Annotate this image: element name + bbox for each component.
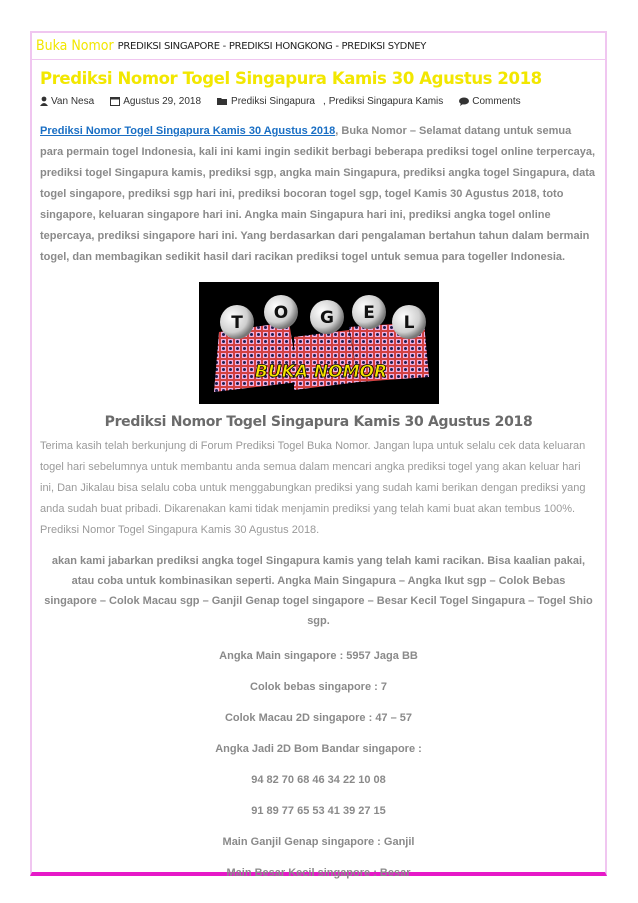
banner-caption: BUKA NOMOR [254, 362, 387, 382]
prediction-line-ganjil-genap: Main Ganjil Genap singapore : Ganjil [222, 836, 415, 848]
site-brand-link[interactable]: Buka Nomor [36, 38, 114, 54]
author-name[interactable]: Van Nesa [51, 95, 95, 107]
category-separator: , [322, 95, 326, 107]
post-meta [40, 93, 597, 109]
prediction-line-besar-kecil: Main Besar Kecil singapore : Besar [226, 867, 411, 879]
prediction-line-angka-jadi: Angka Jadi 2D Bom Bandar singapore : [215, 743, 422, 755]
prediction-list [40, 650, 597, 879]
intro-paragraph [40, 121, 597, 268]
post-date: Agustus 29, 2018 [123, 95, 202, 107]
banner-letter-3: G [319, 308, 334, 328]
top-bar [32, 33, 605, 60]
banner-graphic [199, 282, 439, 404]
banner-letter-2: O [273, 303, 288, 323]
prediction-line-colok-bebas: Colok bebas singapore : 7 [250, 681, 387, 693]
prediction-line-numbers-2: 91 89 77 65 53 41 39 27 15 [251, 805, 386, 817]
category-link-2[interactable]: Prediksi Singapura Kamis [328, 95, 444, 107]
banner-letter-1: T [230, 313, 243, 333]
category-link-1[interactable]: Prediksi Singapura [231, 95, 315, 107]
meta-categories [217, 96, 451, 107]
comment-icon [459, 97, 469, 106]
bold-paragraph: akan kami jabarkan prediksi angka togel Singapura kamis yang telah kami racikan. Bisa kaalian pakai, atau coba untuk kombinasikan seperti. Angka Main Singapura – Angka Ikut sgp – Colok Bebas singapore – Colok Macau sgp – Ganjil Genap togel singapore – Besar Kecil Togel Singapura – Togel Shio sgp. [44, 555, 593, 627]
banner-letter-5: L [403, 313, 414, 333]
banner-letter-4: E [362, 303, 375, 323]
folder-icon [217, 97, 228, 106]
meta-date [110, 96, 209, 107]
image-wrapper [40, 282, 597, 404]
user-icon [40, 96, 48, 106]
comments-link[interactable]: Comments [472, 95, 521, 107]
prediction-line-colok-macau: Colok Macau 2D singapore : 47 – 57 [224, 712, 413, 724]
nav-menu[interactable]: PREDIKSI SINGAPORE - PREDIKSI HONGKONG - PREDIKSI SYDNEY [117, 40, 427, 52]
meta-author[interactable] [40, 96, 102, 107]
post-title[interactable]: Prediksi Nomor Togel Singapura Kamis 30 Agustus 2018 [40, 69, 542, 88]
section-heading: Prediksi Nomor Togel Singapura Kamis 30 Agustus 2018 [104, 414, 533, 430]
prediction-line-angka-main: Angka Main singapore : 5957 Jaga BB [219, 650, 418, 662]
prediction-line-numbers-1: 94 82 70 68 46 34 22 10 08 [251, 774, 386, 786]
intro-text: , Buka Nomor – Selamat datang untuk semua para permain togel Indonesia, kali ini kami ingin sedikit berbagi beberapa prediksi togel online terpercaya, prediksi togel Singapura kamis, prediksi sgp, angka main Singapura, prediksi angka togel Singapura, data togel singapore, prediksi sgp hari ini, prediksi bocoran togel sgp, togel Kamis 30 Agustus 2018, toto singapore, keluaran singapore hari ini. Angka main Singapura hari ini, prediksi angka togel online tepercaya, prediksi singapore hari ini. Yang berdasarkan dari pengalaman bertahun tahun dalam bermain togel, dan membagikan sedikit hasil dari racikan prediksi togel untuk semua para togeller Indonesia. [40, 125, 596, 263]
togel-banner-image [199, 282, 439, 404]
meta-comments[interactable] [459, 96, 528, 107]
intro-link[interactable]: Prediksi Nomor Togel Singapura Kamis 30 Agustus 2018 [40, 125, 336, 137]
calendar-icon [110, 96, 120, 106]
page-frame [30, 31, 607, 879]
body-paragraph: Terima kasih telah berkunjung di Forum Prediksi Togel Buka Nomor. Jangan lupa untuk selalu cek data keluaran togel hari sebelumnya untuk membantu anda semua dalam mencari angka prediksi togel yang akan keluar hari ini, Dan Jikalau bisa selalu coba untuk menggabungkan prediksi yang sudah kami berikan dengan prediksi yang anda sudah buat pribadi. Dikarenakan kami tidak menjamin prediksi yang telah kami buat akan tembus 100%. Prediksi Nomor Togel Singapura Kamis 30 Agustus 2018. [40, 440, 586, 536]
post-content [32, 60, 605, 879]
